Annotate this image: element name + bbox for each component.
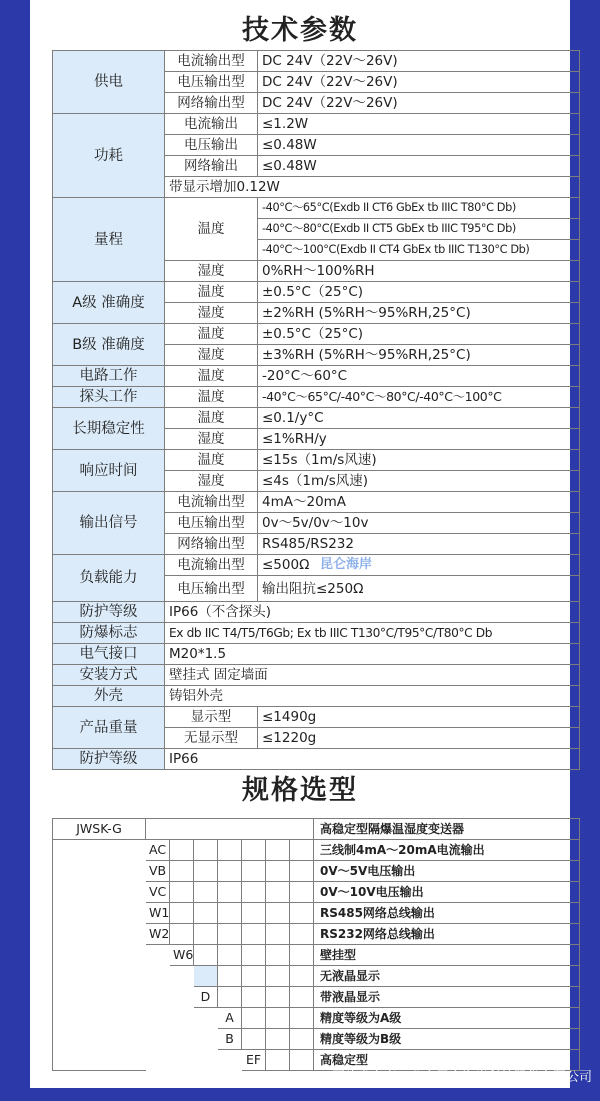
selection-table [52, 818, 580, 1071]
value-cell: ±0.5°C（25°C) [258, 324, 580, 345]
sub-cell: 电流输出 [165, 114, 258, 135]
sub-cell: 湿度 [165, 471, 258, 492]
category-cell: 安装方式 [53, 665, 165, 686]
sub-cell: 湿度 [165, 303, 258, 324]
value-cell [258, 555, 580, 576]
spacer-cell [194, 840, 218, 861]
code-cell: EF [242, 1050, 266, 1071]
table-row [53, 623, 580, 644]
value-cell: -40°C～100°C(Exdb II CT4 GbEx tb IIIC T130°C Db) [258, 240, 580, 261]
category-cell: 电路工作 [53, 366, 165, 387]
table-row [53, 324, 580, 345]
desc-cell: 无液晶显示 [314, 966, 580, 987]
value-cell: ≤0.1/y°C [258, 408, 580, 429]
sub-cell: 温度 [165, 282, 258, 303]
value-cell: ≤1490g [258, 707, 580, 728]
category-cell: 负载能力 [53, 555, 165, 602]
value-cell: -40°C～65°C(Exdb II CT6 GbEx tb IIIC T80°C Db) [258, 198, 580, 219]
sub-cell: 湿度 [165, 261, 258, 282]
value-cell: ≤1%RH/y [258, 429, 580, 450]
value-cell: M20*1.5 [165, 644, 580, 665]
value-cell: 0v～5v/0v～10v [258, 513, 580, 534]
code-cell [194, 966, 218, 987]
sub-cell: 温度 [165, 366, 258, 387]
sub-cell: 温度 [165, 450, 258, 471]
table-row [53, 644, 580, 665]
desc-cell: RS232网络总线输出 [314, 924, 580, 945]
spacer-cell [146, 819, 314, 840]
code-cell: A [218, 1008, 242, 1029]
value-cell: ±3%RH (5%RH～95%RH,25°C) [258, 345, 580, 366]
value-cell: ≤4s（1m/s风速) [258, 471, 580, 492]
value-cell: 4mA～20mA [258, 492, 580, 513]
sub-cell: 电流输出型 [165, 51, 258, 72]
desc-cell: 0V～5V电压输出 [314, 861, 580, 882]
category-cell: 电气接口 [53, 644, 165, 665]
sub-cell: 温度 [165, 408, 258, 429]
value-text: ≤500Ω [262, 557, 310, 573]
desc-cell: 三线制4mA～20mA电流输出 [314, 840, 580, 861]
desc-cell: 高稳定型 [314, 1050, 580, 1071]
code-cell: AC [146, 840, 170, 861]
value-cell: ±2%RH (5%RH～95%RH,25°C) [258, 303, 580, 324]
value-cell: 铸铝外壳 [165, 686, 580, 707]
code-cell: W2 [146, 924, 170, 945]
value-cell: IP66（不含探头) [165, 602, 580, 623]
spacer-cell [170, 840, 194, 861]
spacer-cell [53, 840, 146, 1071]
sub-cell: 网络输出型 [165, 534, 258, 555]
desc-cell: 带液晶显示 [314, 987, 580, 1008]
table-row [53, 198, 580, 219]
category-cell: 供电 [53, 51, 165, 114]
desc-cell: 精度等级为A级 [314, 1008, 580, 1029]
category-cell: 探头工作 [53, 387, 165, 408]
category-cell: 响应时间 [53, 450, 165, 492]
value-cell: 壁挂式 固定墙面 [165, 665, 580, 686]
sub-cell: 无显示型 [165, 728, 258, 749]
value-cell: -20°C～60°C [258, 366, 580, 387]
desc-cell: 精度等级为B级 [314, 1029, 580, 1050]
sub-cell: 电压输出型 [165, 513, 258, 534]
table-row [53, 492, 580, 513]
category-cell: 产品重量 [53, 707, 165, 749]
category-cell: 防护等级 [53, 749, 165, 770]
watermark-logo: 昆仑海岸 [320, 557, 373, 572]
value-cell: 0%RH～100%RH [258, 261, 580, 282]
value-cell: ≤1220g [258, 728, 580, 749]
sub-cell: 湿度 [165, 345, 258, 366]
sub-cell: 湿度 [165, 429, 258, 450]
category-cell: A级 准确度 [53, 282, 165, 324]
table-row [53, 840, 580, 861]
category-cell: 量程 [53, 198, 165, 282]
value-cell: RS485/RS232 [258, 534, 580, 555]
code-cell: W6 [170, 945, 194, 966]
table-row [53, 387, 580, 408]
category-cell: B级 准确度 [53, 324, 165, 366]
sub-cell: 电压输出型 [165, 72, 258, 93]
spec-table [52, 50, 580, 770]
spacer-cell [266, 840, 290, 861]
value-cell: -40°C～80°C(Exdb II CT5 GbEx tb IIIC T95°C Db) [258, 219, 580, 240]
table-row [53, 450, 580, 471]
value-cell: Ex db IIC T4/T5/T6Gb; Ex tb IIIC T130°C/T95°C/T80°C Db [165, 623, 580, 644]
spec-title: 技术参数 [242, 15, 358, 46]
desc-cell: RS485网络总线输出 [314, 903, 580, 924]
selection-title: 规格选型 [242, 775, 358, 806]
sub-cell: 网络输出 [165, 156, 258, 177]
table-row [53, 366, 580, 387]
value-cell: ≤15s（1m/s风速) [258, 450, 580, 471]
category-cell: 防爆标志 [53, 623, 165, 644]
sub-cell: 电流输出型 [165, 492, 258, 513]
table-row [53, 114, 580, 135]
value-cell: ≤1.2W [258, 114, 580, 135]
sub-cell: 显示型 [165, 707, 258, 728]
table-row [53, 555, 580, 576]
table-row [53, 282, 580, 303]
sub-cell: 电流输出型 [165, 555, 258, 576]
value-cell: ≤0.48W [258, 156, 580, 177]
sub-cell: 电压输出型 [165, 576, 258, 602]
sub-cell: 温度 [165, 198, 258, 261]
table-row [53, 686, 580, 707]
code-cell: B [218, 1029, 242, 1050]
table-row [53, 707, 580, 728]
desc-cell: 高稳定型隔爆温湿度变送器 [314, 819, 580, 840]
desc-cell: 壁挂型 [314, 945, 580, 966]
category-cell: 外壳 [53, 686, 165, 707]
category-cell: 输出信号 [53, 492, 165, 555]
image-credit: 图片发布者：北京昆仑海岸科技股份有限公司 [331, 1070, 592, 1085]
code-cell: VB [146, 861, 170, 882]
value-cell: -40°C～65°C/-40°C～80°C/-40°C～100°C [258, 387, 580, 408]
sub-cell: 电压输出 [165, 135, 258, 156]
table-row [53, 749, 580, 770]
desc-cell: 0V～10V电压输出 [314, 882, 580, 903]
category-cell: 防护等级 [53, 602, 165, 623]
value-cell: DC 24V（22V～26V) [258, 72, 580, 93]
category-cell: 长期稳定性 [53, 408, 165, 450]
model-code-cell: JWSK-G [53, 819, 146, 840]
value-cell: DC 24V（22V～26V) [258, 93, 580, 114]
spacer-cell [242, 840, 266, 861]
sub-cell: 温度 [165, 324, 258, 345]
note-cell: 带显示增加0.12W [165, 177, 580, 198]
value-cell: IP66 [165, 749, 580, 770]
spacer-cell [290, 840, 314, 861]
code-cell: W1 [146, 903, 170, 924]
spec-sheet [30, 0, 570, 1088]
code-cell: D [194, 987, 218, 1008]
value-cell: ±0.5°C（25°C) [258, 282, 580, 303]
table-row [53, 665, 580, 686]
value-cell: 输出阻抗≤250Ω [258, 576, 580, 602]
table-row [53, 51, 580, 72]
code-cell: VC [146, 882, 170, 903]
spacer-cell [218, 840, 242, 861]
value-cell: ≤0.48W [258, 135, 580, 156]
table-row [53, 408, 580, 429]
table-row [53, 602, 580, 623]
value-cell: DC 24V（22V～26V) [258, 51, 580, 72]
sub-cell: 温度 [165, 387, 258, 408]
sub-cell: 网络输出型 [165, 93, 258, 114]
table-row [53, 819, 580, 840]
category-cell: 功耗 [53, 114, 165, 198]
